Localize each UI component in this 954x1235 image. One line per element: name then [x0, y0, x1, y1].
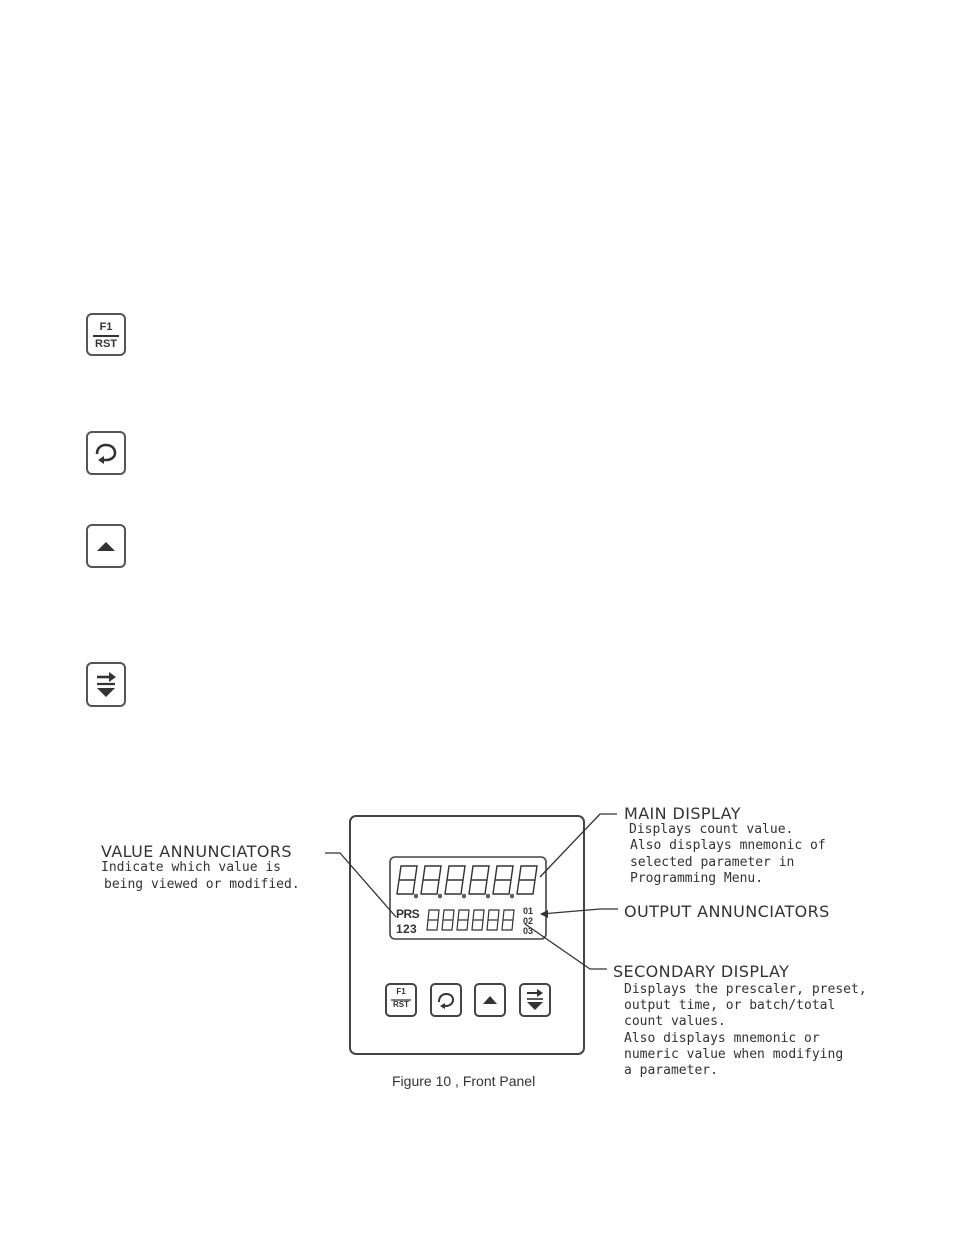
main-display-line-3: selected parameter in: [630, 855, 795, 870]
rst-label: RST: [95, 337, 117, 350]
value-annunciators-line-2: being viewed or modified.: [104, 877, 300, 892]
main-display-digits: [397, 866, 537, 897]
value-numbers-annunciator: 123: [396, 922, 417, 936]
secondary-display-line-5: numeric value when modifying: [624, 1047, 844, 1062]
figure-caption: Figure 10 , Front Panel: [392, 1073, 536, 1089]
prs-annunciator: PRS: [396, 907, 420, 921]
output-3-annunciator: 03: [523, 926, 534, 936]
output-1-annunciator: 01: [523, 906, 534, 916]
output-2-annunciator: 02: [523, 916, 534, 926]
secondary-display-line-6: a parameter.: [624, 1063, 718, 1078]
secondary-display-line-1: Displays the prescaler, preset,: [624, 982, 867, 997]
main-display-line-1: Displays count value.: [629, 822, 794, 837]
main-display-line-2: Also displays mnemonic of: [630, 838, 826, 853]
secondary-display-line-4: Also displays mnemonic or: [624, 1031, 820, 1046]
output-annunciators-title: OUTPUT ANNUNCIATORS: [624, 902, 830, 921]
panel-f1-key-label: F1 RST: [393, 987, 409, 1009]
main-display-title: MAIN DISPLAY: [624, 804, 741, 823]
panel-frame: [350, 816, 584, 1054]
secondary-display-leader: [525, 924, 607, 969]
panel-shift-key: [520, 984, 550, 1016]
secondary-display-digits: [427, 910, 514, 930]
value-annunciators-title: VALUE ANNUNCIATORS: [101, 842, 292, 861]
main-display-line-4: Programming Menu.: [630, 871, 764, 886]
secondary-display-line-3: count values.: [624, 1014, 726, 1029]
main-display-leader: [540, 814, 617, 877]
value-annunciators-leader: [325, 853, 396, 917]
value-annunciators-line-1: Indicate which value is: [101, 860, 282, 875]
panel-loop-key: [431, 984, 461, 1016]
secondary-display-line-2: output time, or batch/total: [624, 998, 836, 1013]
output-annunciators-leader: [541, 909, 618, 914]
f1-label: F1: [99, 321, 113, 333]
secondary-display-title: SECONDARY DISPLAY: [613, 962, 790, 981]
